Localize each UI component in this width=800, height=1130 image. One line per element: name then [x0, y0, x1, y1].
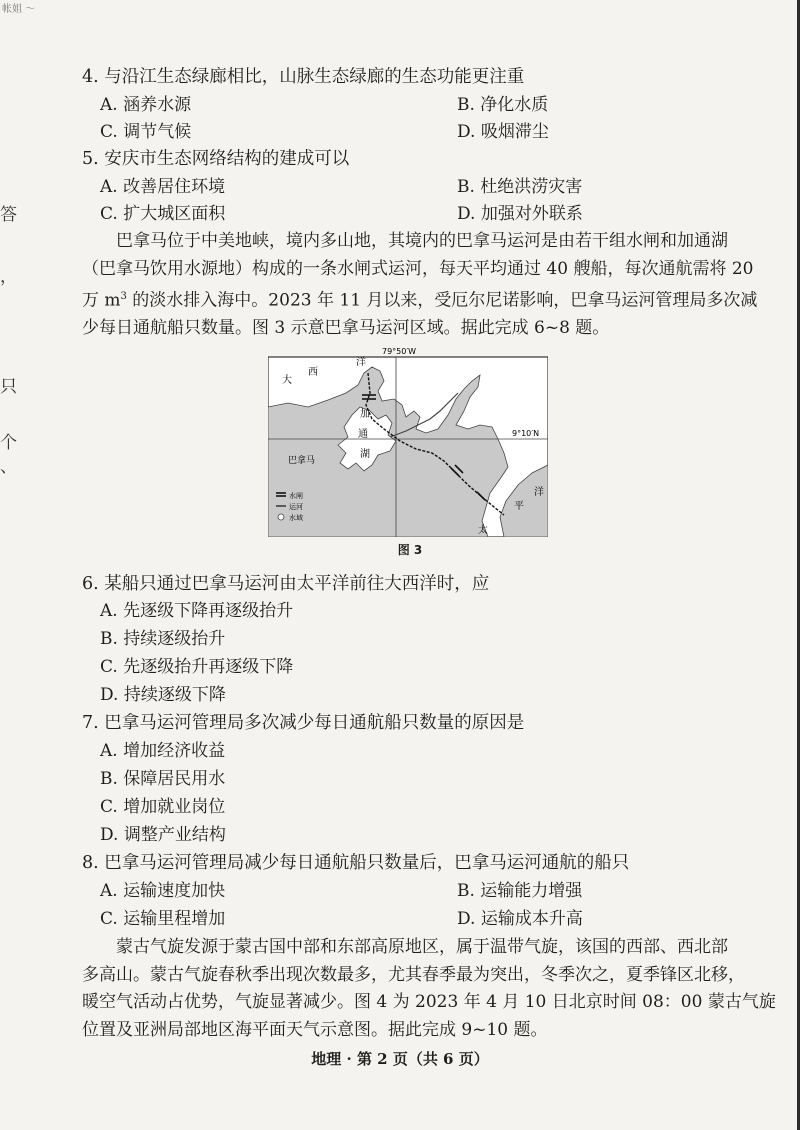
atlantic-char: 洋: [356, 357, 366, 368]
q7-option-c: C. 增加就业岗位: [100, 797, 226, 817]
passage-line: 少每日通航船只数量。图 3 示意巴拿马运河区域。据此完成 6~8 题。: [82, 318, 610, 339]
passage-text: 万 m: [82, 290, 121, 311]
lake-char: 通: [358, 429, 368, 440]
superscript: 3: [120, 291, 127, 302]
legend-water: 水域: [289, 514, 303, 522]
lake-char: 湖: [360, 449, 370, 460]
margin-char: 答: [0, 205, 17, 225]
corner-mark: 帐姐 ～: [2, 4, 36, 15]
margin-char: 、: [0, 457, 17, 477]
q8-option-d: D. 运输成本升高: [457, 909, 583, 929]
country-label: 巴拿马: [288, 456, 316, 466]
legend-locks: 水闸: [289, 492, 303, 500]
q8-option-c: C. 运输里程增加: [100, 909, 226, 929]
page-footer: 地理 · 第 2 页（共 6 页）: [311, 1050, 489, 1068]
passage-line: 蒙古气旋发源于蒙古国中部和东部高原地区，属于温带气旋，该国的西部、西北部: [116, 937, 728, 957]
passage-panama: [82, 228, 782, 343]
q6-option-a: A. 先逐级下降再逐级抬升: [100, 601, 294, 621]
map-legend: [276, 491, 303, 522]
q4-option-c: C. 调节气候: [100, 122, 192, 142]
panama-canal-map: [268, 345, 548, 537]
q6-option-c: C. 先逐级抬升再逐级下降: [100, 657, 294, 677]
q5-option-a: A. 改善居住环境: [100, 177, 226, 197]
longitude-label: 79°50′W: [382, 347, 417, 356]
q6-option-b: B. 持续逐级抬升: [100, 629, 226, 649]
q7-option-b: B. 保障居民用水: [100, 769, 226, 789]
pacific-char: 太: [478, 525, 488, 536]
q6-option-d: D. 持续逐级下降: [100, 685, 226, 705]
question-5-stem: 5. 安庆市生态网络结构的建成可以: [82, 149, 350, 169]
pacific-char: 洋: [534, 487, 544, 498]
question-8-stem: 8. 巴拿马运河管理局减少每日通航船只数量后，巴拿马运河通航的船只: [82, 853, 630, 873]
question-7-stem: 7. 巴拿马运河管理局多次减少每日通航船只数量的原因是: [82, 713, 525, 733]
q7-option-d: D. 调整产业结构: [100, 825, 226, 845]
q5-option-d: D. 加强对外联系: [457, 204, 583, 224]
figure-caption: 图 3: [397, 543, 423, 557]
passage-line: 多高山。蒙古气旋春秋季出现次数最多，尤其春季最为突出，冬季次之，夏季锋区北移，: [82, 964, 745, 985]
atlantic-char: 大: [282, 375, 292, 386]
passage-mongolian-cyclone: [82, 934, 782, 1044]
passage-line: （巴拿马饮用水源地）构成的一条水闸式运河，每天平均通过 40 艘船，每次通航需将 20: [82, 258, 754, 279]
passage-text: 的淡水排入海中。2023 年 11 月以来，受厄尔尼诺影响，巴拿马运河管理局多次减: [126, 290, 758, 311]
q5-option-c: C. 扩大城区面积: [100, 204, 226, 224]
q7-option-a: A. 增加经济收益: [100, 741, 226, 761]
legend-canal: 运河: [289, 503, 303, 511]
passage-line: 巴拿马位于中美地峡，境内多山地，其境内的巴拿马运河是由若干组水闸和加通湖: [116, 231, 728, 251]
question-6-stem: 6. 某船只通过巴拿马运河由太平洋前往大西洋时，应: [82, 574, 490, 594]
margin-char: ，: [0, 267, 17, 287]
margin-char: 只: [0, 377, 17, 397]
passage-line: 暖空气活动占优势，气旋显著减少。图 4 为 2023 年 4 月 10 日北京时间 08：00 蒙古气旋: [82, 992, 776, 1012]
q8-option-a: A. 运输速度加快: [100, 881, 226, 901]
latitude-label: 9°10′N: [512, 429, 540, 438]
passage-line: [82, 283, 782, 315]
q4-option-b: B. 净化水质: [457, 95, 549, 115]
question-4-stem: 4. 与沿江生态绿廊相比，山脉生态绿廊的生态功能更注重: [82, 67, 525, 87]
q8-option-b: B. 运输能力增强: [457, 881, 583, 901]
q4-option-a: A. 涵养水源: [100, 95, 192, 115]
q5-option-b: B. 杜绝洪涝灾害: [457, 177, 583, 197]
passage-line: 位置及亚洲局部地区海平面天气示意图。据此完成 9~10 题。: [82, 1019, 548, 1040]
lake-char: 加: [360, 409, 370, 420]
q4-option-d: D. 吸烟滞尘: [457, 122, 549, 142]
atlantic-char: 西: [308, 367, 318, 378]
pacific-char: 平: [514, 501, 524, 512]
margin-char: 个: [0, 433, 17, 453]
